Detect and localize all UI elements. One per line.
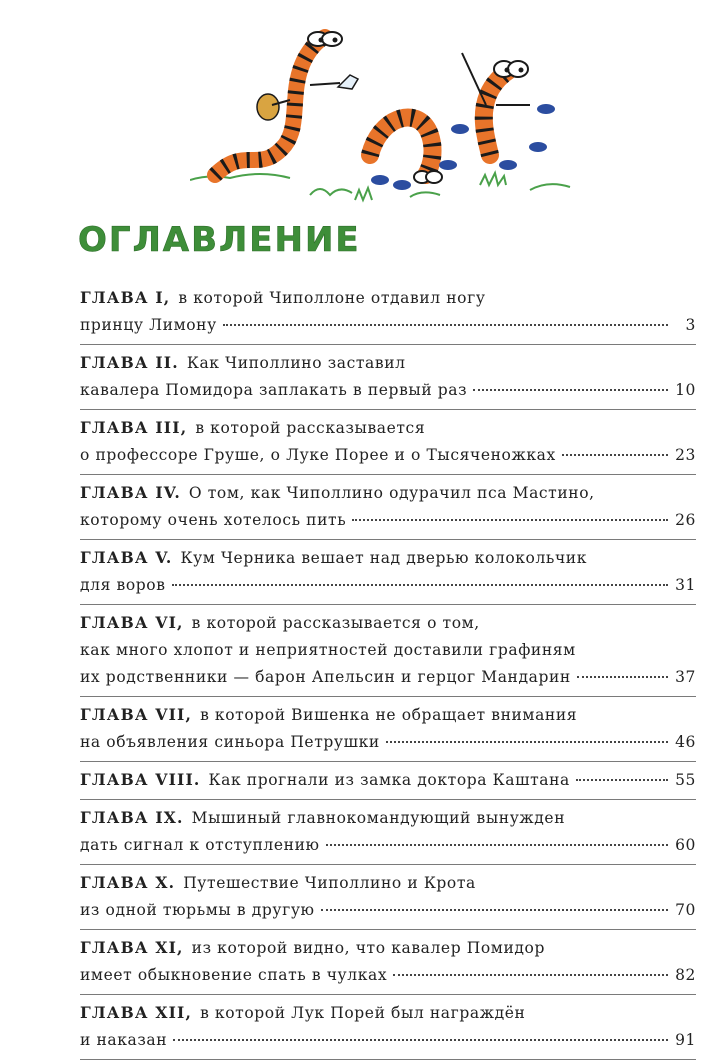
toc-entry-first-line [80, 701, 696, 729]
chapter-label: ГЛАВА X. [80, 873, 176, 892]
chapter-title-continuation: для воров [80, 576, 166, 594]
chapter-title-continuation: дать сигнал к отступлению [80, 836, 320, 854]
chapter-title-continuation: на объявления синьора Петрушки [80, 733, 380, 751]
chapter-title-text: в которой Вишенка не обращает внимания [200, 706, 578, 724]
toc-entry-last-line [80, 377, 696, 404]
page-number: 46 [675, 733, 696, 751]
handkerchief-icon [338, 75, 358, 89]
chapter-title-continuation: как много хлопот и неприятностей доставили графиням [80, 641, 576, 659]
toc-entry-last-line [80, 572, 696, 599]
page-number: 26 [675, 511, 696, 529]
toc-entry-first-line [80, 479, 696, 507]
dot-leader [576, 779, 668, 781]
chapter-title-text: в которой Чиполлоне отдавил ногу [178, 289, 486, 307]
chapter-title-continuation: из одной тюрьмы в другую [80, 901, 315, 919]
toc-entry-first-line [80, 804, 696, 832]
chapter-title-continuation: которому очень хотелось пить [80, 511, 347, 529]
toc-entry-first-line [80, 414, 696, 442]
toc-entry[interactable] [80, 930, 696, 995]
chapter-title-text: в которой рассказывается о том, [191, 614, 480, 632]
dot-leader [473, 389, 668, 391]
dot-leader [352, 519, 668, 521]
toc-entry-first-line [80, 766, 696, 794]
chapter-label: ГЛАВА VIII. [80, 770, 201, 789]
toc-entry-last-line [80, 442, 696, 469]
chapter-label: ГЛАВА XII, [80, 1003, 193, 1022]
page-number: 23 [675, 446, 696, 464]
toc-entry-last-line [80, 832, 696, 859]
chapter-label: ГЛАВА XI, [80, 938, 184, 957]
chapter-label: ГЛАВА IX. [80, 808, 184, 827]
chapter-label: ГЛАВА I, [80, 288, 171, 307]
dot-leader [393, 974, 668, 976]
chapter-title-text: Как Чиполлино заставил [186, 354, 406, 372]
toc-entry[interactable] [80, 280, 696, 345]
right-centipede-icon [451, 53, 555, 170]
toc-entry-first-line [80, 544, 696, 572]
chapter-title-text: Как прогнали из замка доктора Каштана [208, 771, 570, 789]
chapter-title-text: Кум Черника вешает над дверью колокольчик [180, 549, 588, 567]
dancing-centipedes-illustration [190, 25, 580, 210]
page-number: 91 [675, 1031, 696, 1049]
toc-entry[interactable] [80, 345, 696, 410]
left-centipede-icon [215, 32, 358, 175]
dot-leader [173, 1039, 668, 1041]
page-number: 82 [675, 966, 696, 984]
dot-leader [577, 676, 668, 678]
chapter-title-text: О том, как Чиполлино одурачил пса Мастино, [188, 484, 595, 502]
page-number: 70 [675, 901, 696, 919]
dot-leader [172, 584, 668, 586]
shoe-icon [371, 175, 389, 185]
chapter-label: ГЛАВА IV. [80, 483, 181, 502]
toc-entry-first-line [80, 869, 696, 897]
toc-entry[interactable] [80, 697, 696, 762]
chapter-title-continuation: принцу Лимону [80, 316, 217, 334]
toc-entry[interactable] [80, 540, 696, 605]
chapter-title-continuation: кавалера Помидора заплакать в первый раз [80, 381, 468, 399]
chapter-title-continuation: имеет обыкновение спать в чулках [80, 966, 388, 984]
chapter-title-text: из которой видно, что кавалер Помидор [191, 939, 545, 957]
toc-entry-first-line [80, 999, 696, 1027]
toc-entry[interactable] [80, 995, 696, 1060]
toc-entry-last-line [80, 507, 696, 534]
page-title: ОГЛАВЛЕНИЕ [78, 220, 361, 260]
page-number: 37 [675, 668, 696, 686]
toc-entry-first-line [80, 609, 696, 637]
toc-entry[interactable] [80, 800, 696, 865]
chapter-title-continuation: о профессоре Груше, о Луке Порее и о Тысяченожках [80, 446, 556, 464]
toc-entry-first-line [80, 284, 696, 312]
hat-icon [257, 94, 279, 120]
toc-entry-last-line [80, 962, 696, 989]
toc-entry[interactable] [80, 762, 696, 800]
toc-entry-last-line [80, 312, 696, 339]
dot-leader [562, 454, 668, 456]
page-number: 60 [675, 836, 696, 854]
toc-entry-first-line [80, 349, 696, 377]
chapter-label: ГЛАВА V. [80, 548, 173, 567]
toc-entry[interactable] [80, 410, 696, 475]
page-number: 31 [675, 576, 696, 594]
chapter-label: ГЛАВА II. [80, 353, 179, 372]
toc-entry-last-line [80, 897, 696, 924]
chapter-label: ГЛАВА VII, [80, 705, 193, 724]
chapter-label: ГЛАВА III, [80, 418, 188, 437]
table-of-contents [80, 280, 696, 1060]
dot-leader [326, 844, 668, 846]
chapter-title-text: Путешествие Чиполлино и Крота [183, 874, 476, 892]
middle-centipede-icon [370, 118, 457, 190]
dot-leader [386, 741, 668, 743]
page-number: 55 [675, 771, 696, 789]
chapter-title-text: в которой Лук Порей был награждён [200, 1004, 526, 1022]
toc-entry-last-line [80, 664, 696, 691]
chapter-title-continuation: их родственники — барон Апельсин и герцог Мандарин [80, 668, 571, 686]
page-number: 3 [685, 316, 696, 334]
chapter-title-continuation: и наказан [80, 1031, 168, 1049]
toc-entry[interactable] [80, 865, 696, 930]
page-number: 10 [675, 381, 696, 399]
toc-entry[interactable] [80, 475, 696, 540]
chapter-title-text: в которой рассказывается [195, 419, 426, 437]
toc-entry[interactable] [80, 605, 696, 697]
toc-entry-first-line [80, 934, 696, 962]
chapter-title-text: Мышиный главнокомандующий вынужден [191, 809, 566, 827]
toc-entry-last-line [80, 729, 696, 756]
toc-entry-last-line [80, 1027, 696, 1054]
chapter-label: ГЛАВА VI, [80, 613, 184, 632]
dot-leader [321, 909, 668, 911]
dot-leader [223, 324, 668, 326]
